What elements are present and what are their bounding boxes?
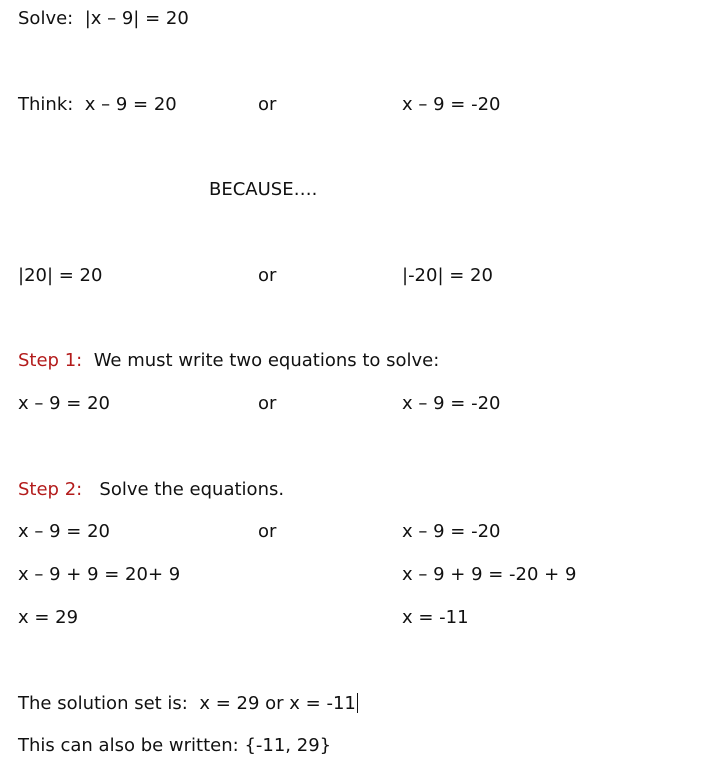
solution-label: The solution set is: — [18, 693, 188, 714]
step2-row3-right: x = -11 — [402, 607, 469, 628]
step2-label: Step 2: — [18, 479, 83, 500]
think-left — [18, 94, 177, 116]
solution-line[interactable] — [18, 693, 358, 715]
alternate-value: {-11, 29} — [244, 735, 332, 756]
solve-label: Solve: — [18, 8, 74, 29]
step1-label: Step 1: — [18, 350, 83, 371]
step1-or: or — [258, 393, 277, 414]
abs-left: |20| = 20 — [18, 265, 103, 286]
abs-or: or — [258, 265, 277, 286]
step2-heading — [18, 479, 284, 501]
think-or: or — [258, 94, 277, 115]
step2-row2-left: x – 9 + 9 = 20+ 9 — [18, 564, 181, 585]
step1-right: x – 9 = -20 — [402, 393, 501, 414]
solution-value: x = 29 or x = -11 — [199, 693, 356, 714]
step2-text: Solve the equations. — [99, 479, 285, 500]
step2-row1-or: or — [258, 521, 277, 542]
abs-right: |-20| = 20 — [402, 265, 493, 286]
think-left-equation: x – 9 = 20 — [84, 94, 177, 115]
step1-heading — [18, 350, 439, 372]
step1-left: x – 9 = 20 — [18, 393, 110, 414]
step2-row3-left: x = 29 — [18, 607, 79, 628]
step2-row2-right: x – 9 + 9 = -20 + 9 — [402, 564, 577, 585]
think-right-equation: x – 9 = -20 — [402, 94, 501, 115]
problem-equation: |x – 9| = 20 — [84, 8, 189, 29]
alternate-line — [18, 735, 331, 757]
step1-text: We must write two equations to solve: — [93, 350, 440, 371]
because-heading: BECAUSE…. — [209, 179, 318, 200]
alternate-label: This can also be written: — [18, 735, 239, 756]
think-label: Think: — [18, 94, 74, 115]
step2-row1-right: x – 9 = -20 — [402, 521, 501, 542]
text-cursor — [357, 693, 358, 713]
step2-row1-left: x – 9 = 20 — [18, 521, 110, 542]
problem-line — [18, 8, 189, 30]
